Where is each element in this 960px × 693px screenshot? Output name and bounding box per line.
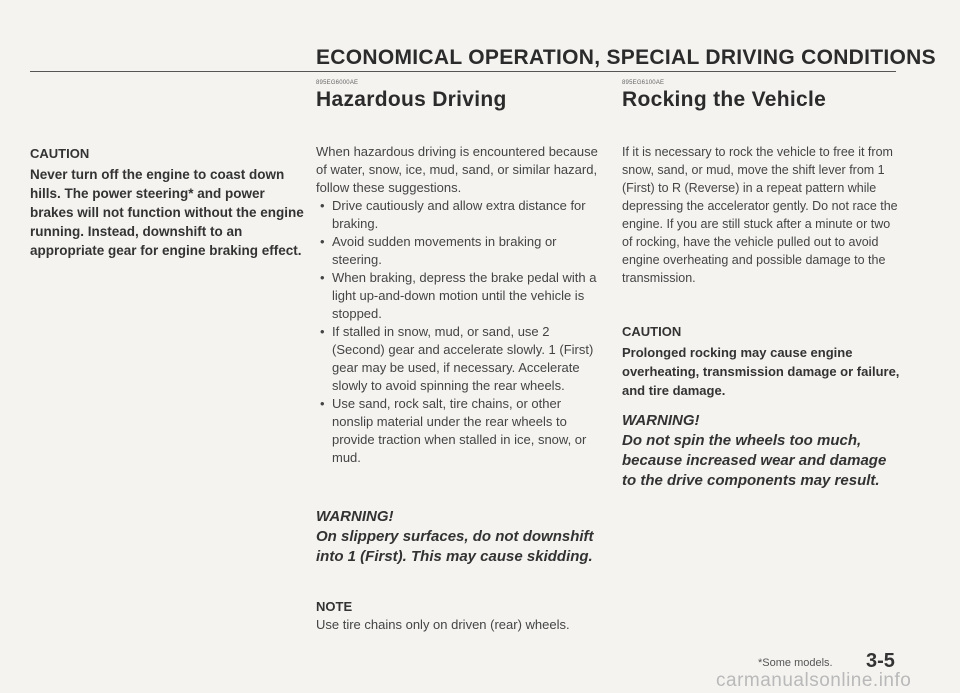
watermark: carmanualsonline.info <box>716 670 912 691</box>
list-item: • Avoid sudden movements in braking or steering. <box>316 233 602 269</box>
page-number: 3-5 <box>866 650 895 672</box>
left-caution-block <box>30 145 306 260</box>
rocking-text: If it is necessary to rock the vehicle to free it from snow, sand, or mud, move the shift lever from 1 (First) to R (Reverse) in a repeat pattern while depressing the accelerator gently. Do not race the engine. If you are still stuck after a minute or two of rocking, have the vehicle pulled out to avoid engine overheating and possible damage to the transmission. <box>622 145 898 285</box>
section-code-hazardous: 895EG6000AE <box>316 80 359 86</box>
note-text: Use tire chains only on driven (rear) wheels. <box>316 617 570 632</box>
list-item: • When braking, depress the brake pedal with a light up-and-down motion until the vehicle is stopped. <box>316 269 602 323</box>
hazardous-note <box>316 598 606 634</box>
page-header-title: ECONOMICAL OPERATION, SPECIAL DRIVING CONDITIONS <box>316 46 936 69</box>
caution-text: Never turn off the engine to coast down hills. The power steering* and power brakes will not function without the engine running. Instead, downshift to an appropriate gear for engine braking effect. <box>30 167 304 258</box>
rocking-warning <box>622 411 902 491</box>
section-title-rocking: Rocking the Vehicle <box>622 88 827 111</box>
section-code-rocking: 895EG6100AE <box>622 80 665 86</box>
rocking-body <box>622 143 898 287</box>
warning-text: Do not spin the wheels too much, because increased wear and damage to the drive components may result. <box>622 432 887 489</box>
warning-label: WARNING! <box>622 412 700 429</box>
warning-text: On slippery surfaces, do not downshift into 1 (First). This may cause skidding. <box>316 528 594 565</box>
rocking-caution <box>622 323 900 400</box>
caution-text: Prolonged rocking may cause engine overheating, transmission damage or failure, and tire damage. <box>622 345 900 398</box>
warning-label: WARNING! <box>316 508 394 525</box>
caution-label: CAUTION <box>30 146 90 161</box>
footnote: *Some models. <box>758 657 833 669</box>
hazardous-warning <box>316 507 606 567</box>
header-rule <box>30 71 896 72</box>
hazardous-body <box>316 143 602 467</box>
hazardous-intro: When hazardous driving is encountered because of water, snow, ice, mud, sand, or similar hazard, follow these suggestions. <box>316 144 598 195</box>
note-label: NOTE <box>316 599 353 614</box>
list-item: • Use sand, rock salt, tire chains, or other nonslip material under the rear wheels to provide traction when stalled in ice, snow, or mud. <box>316 395 602 467</box>
list-item: • Drive cautiously and allow extra distance for braking. <box>316 197 602 233</box>
caution-label: CAUTION <box>622 324 682 339</box>
hazardous-bullets <box>316 197 602 467</box>
list-item: • If stalled in snow, mud, or sand, use 2 (Second) gear and accelerate slowly. 1 (First) gear may be used, if necessary. Accelerate slowly to avoid spinning the rear wheels. <box>316 323 602 395</box>
section-title-hazardous: Hazardous Driving <box>316 88 507 111</box>
